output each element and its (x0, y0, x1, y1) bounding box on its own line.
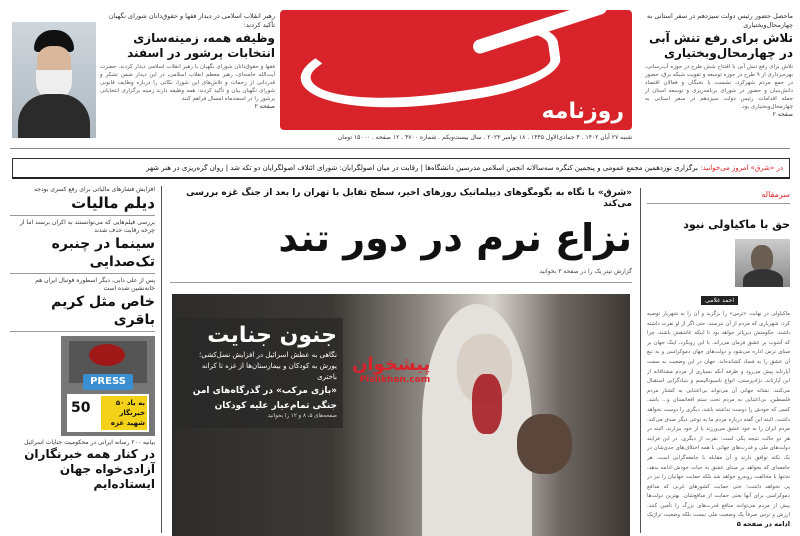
poster-number: 50 (71, 400, 91, 416)
editorial-body: ماکیاولی در نهایت «ترس» را برگزید و آن را به شهریار توصیه کرد: شهریاری که مردم از آن بترسند، حتی اگر از او نفرت داشته باشند. حکومتش دیرپاتر خواهد بود تا اینکه عاشقش باشند، چرا که آشوب بر عشق فرمان می‌راند. با این رویکرد، اینک جهان بر مبنای ترس اداره می‌شود و دولت‌های جهان دموکراسی و به تبع آن عشق را به فساد کشانده‌اند. جهان در این وضعیت به سمت آپارتاید پیش می‌رود و طرفه آنکه بسیاری از مردم مشتاقانه از این آپارتاید، نژادپرستی، انواع ناسیونالیسم و بنیادگرایی استقبال می‌کنند. نشانه جهانی آن می‌تواند بی‌اعتنایی به کشتار مردم فلسطین، بی‌اعتنایی به مردم تحت ستم افغانستان و... باشد. کسی که خودش را دوست نداشته باشد، دیگری را دوست نخواهد داشت. البته این گفته درباره مردم ما به نوعی دیگر صدق می‌کند. مردم ایران را به خود عشق می‌ورزند یا از خود بیزارند. البته در هر دو حالت نتیجه یکی است: نفرت از دیگری. در این فرایند دولت‌های ملی و قدرت‌های جهانی با همه اختلاف‌های جدی‌شان در یک نکته توافق دارند و آن مقابله با جامعه‌گرایی است. هر جامعه‌ای که بخواهد بر مبنای عشق به حیات خودش ادامه بدهد، نه‌تنها با مخالفت روبه‌رو خواهد شد بلکه حمایت جهانیان را نیز در پی نخواهد داشت؛ حتی حمایت کشورهای غربی که مدافع دموکراسی برای آنها یعنی حمایت از منافع‌شان. بهترین دولت‌ها بیش از مردم می‌توانند منافع قدرت‌های بزرگ را تأمین کنند. ارزش و ترس صرفاً یک وضعیت ملی نیست بلکه وضعیت تراژیک (647, 311, 790, 518)
divider (170, 282, 632, 283)
photo-overlay-box[interactable] (175, 318, 343, 428)
lead-headline[interactable]: نزاع نرم در دور تند (278, 216, 632, 260)
left-story[interactable] (10, 186, 155, 215)
press-sign: PRESS (83, 374, 133, 390)
editorial-label: سرمقاله (647, 190, 790, 204)
top-right-story (645, 12, 793, 119)
lead-note: گزارش تیتر یک را در صفحه ۳ بخوانید (539, 268, 632, 275)
kicker: بررسی فیلم‌هایی که می‌توانستند به اکران برسند اما از چرخه رقابت حذف شدند (19, 219, 155, 234)
story-body: فقها و حقوق‌دانان شورای نگهبان با رهبر انقلاب اسلامی دیدار کردند. حضرت آیت‌الله خامنه‌ای، رهبر معظم انقلاب اسلامی، در این دیدار ضمن تشکر و قدردانی از زحمات و تلاش‌های این شورا، نکاتی را درباره وظایف قانونی شورای نگهبان بیان و تأکید کردند: همه وظیفه دارند زمینه برگزاری انتخاباتی پرشور را در اسفندماه امسال فراهم کنند. (100, 64, 275, 102)
teaser-label: در «شرق» امروز می‌خوانید: (700, 164, 783, 172)
poster-caption: به یاد ۵۰ خبرنگار شهید غزه (101, 396, 147, 430)
left-column (10, 186, 155, 492)
masthead-logo (280, 10, 632, 130)
teaser-bar[interactable] (12, 158, 790, 179)
overlay-text: نگاهی به عطش اسرائیل در افزایش نسل‌کشی؛ یورش به کودکان و بیمارستان‌ها از غزه تا کرانه باختری (199, 351, 337, 381)
kicker: رهبر انقلاب اسلامی در دیدار فقها و حقوق‌دانان شورای نگهبان تأکید کردند: (108, 12, 275, 29)
headline: وظیفه همه، زمینه‌سازی انتخابات پرشور در اسفند (127, 31, 275, 60)
page-ref: صفحه ۲ (772, 111, 793, 118)
overlay-pages: صفحه‌های ۵، ۸ و ۱۲ را بخوانید (267, 413, 337, 419)
left-story[interactable] (10, 436, 155, 492)
overlay-line1: «بازی مرکب» در گذرگاه‌های امن (192, 386, 337, 396)
story-body: تلاش برای رفع تنش آبی با افتتاح شش طرح در حوزه آب‌رسانی، بهره‌برداری از ۹ طرح در حوزه توسعه و تقویت شبکه برق، حضور در جمع مردم شهرکرد، نشست با نخبگان و فعالان اقتصاد دانش‌بنیان و حضور در شورای برنامه‌ریزی و توسعه استان از جمله اقدامات رئیس دولت سیزدهم در سفر استانی به چهارمحال‌وبختیاری بود. (645, 64, 793, 110)
kicker: افزایش فشارهای مالیاتی برای رفع کسری بودجه (34, 186, 155, 193)
author-name: احمد غلامی (701, 296, 738, 305)
headline: تلاش برای رفع تنش آبی در چهارمحال‌وبختیاری (648, 31, 793, 60)
headline: خاص مثل کریم باقری (51, 294, 155, 328)
press-poster (61, 336, 155, 436)
kicker: ماحصل حضور رئیس دولت سیزدهم در سفر استانی به چهارمحال‌وبختیاری (646, 12, 793, 29)
column-divider (161, 186, 162, 533)
headline: دیلم مالیات (71, 194, 155, 212)
teaser-text: برگزاری نوزدهمین مجمع عمومی و پنجمین کنگره سه‌سالانه انجمن اسلامی مدرسین دانشگاه‌ها | رقابت در میان اصولگرایان: شورای ائتلاف اصولگرایان دو تکه شد | روان گره‌ریزی در هنر شهر (146, 164, 698, 172)
kicker: پس از علی دایی، دیگر اسطوره فوتبال ایران هم خانه‌نشین شده است (35, 277, 155, 292)
photo-watermark: پیشخوان Pishkhan.com (352, 354, 431, 385)
lead-kicker: «شرق» با نگاه به بگومگوهای دیپلماتیک روزهای اخیر، سطح تقابل با تهران را بعد از جنگ غزه بررسی می‌کند (186, 188, 632, 209)
masthead-prefix: روزنامه (541, 99, 624, 124)
top-left-story (100, 12, 275, 111)
headline: سینما در چنبره تک‌صدایی (51, 236, 155, 270)
column-divider (640, 188, 641, 533)
continued: ادامه در صفحه ۵ (736, 520, 790, 528)
headline: در کنار همه خبرنگاران آزادی‌خواه جهان ایستاده‌ایم (24, 447, 155, 491)
editorial-title[interactable]: حق با ماکیاولی نبود (683, 218, 790, 231)
overlay-headline: جنون جنایت (207, 323, 337, 348)
divider (10, 148, 790, 149)
left-story[interactable] (10, 216, 155, 273)
leader-photo (12, 22, 96, 138)
overlay-line2: جنگی تمام‌عیار علیه کودکان (214, 401, 337, 411)
editorial (647, 190, 790, 528)
author-photo (735, 239, 790, 287)
kicker: بیانیه ۲۰۰ رسانه ایرانی در محکومیت جنایات اسرائیل (24, 439, 155, 446)
dateline: شنبه ۲۷ آبان ۱۴۰۲ . ۴ جمادی‌الاول ۱۴۴۵ . ۱۸ نوامبر ۲۰۲۳ . سال بیست‌ویکم . شماره ۴۷۰۰ . ۱۲ صفحه . ۱۵۰۰۰ تومان (337, 134, 632, 141)
left-story[interactable] (10, 274, 155, 331)
page-ref: صفحه ۲ (254, 103, 275, 110)
divider (10, 331, 155, 332)
